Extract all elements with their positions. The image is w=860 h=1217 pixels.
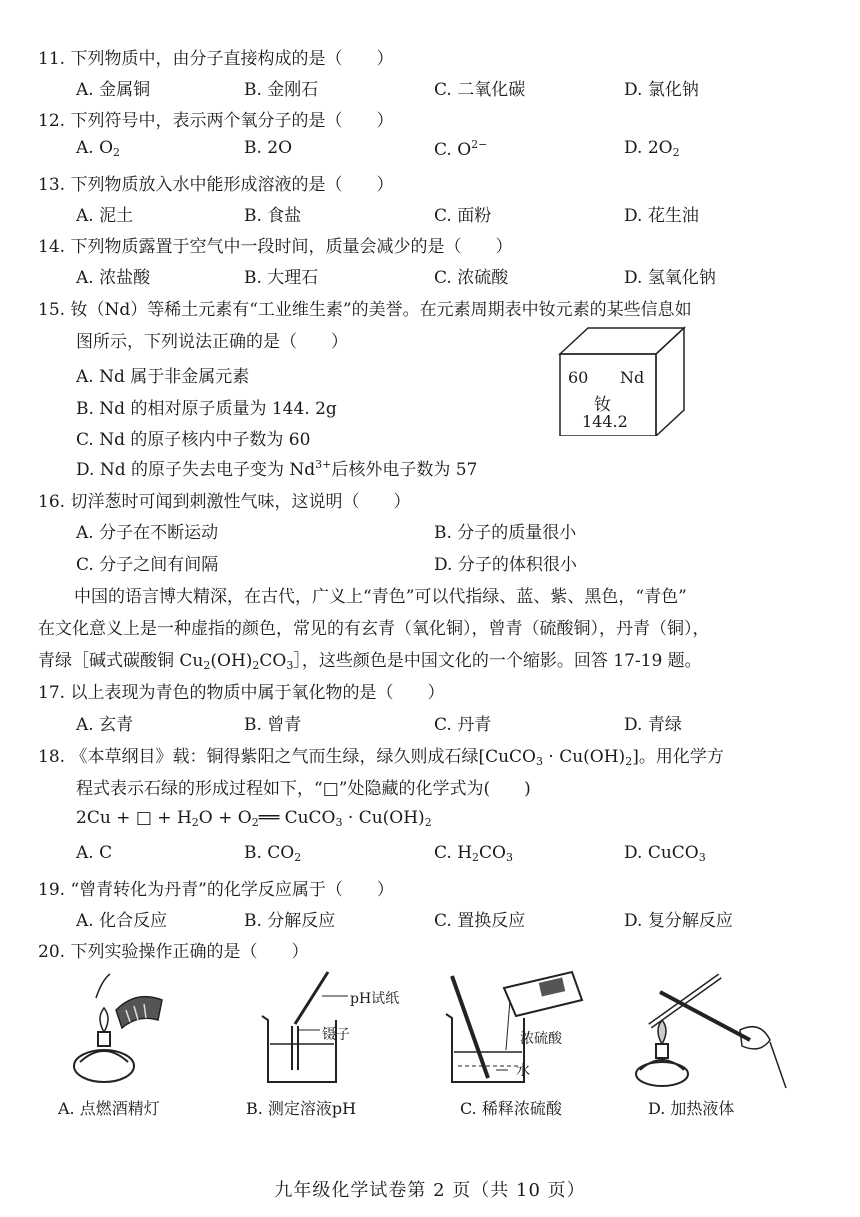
option-a: A. 泥土 bbox=[76, 206, 134, 226]
question-15-option-a: A. Nd 属于非金属元素 bbox=[76, 367, 250, 387]
atomic-number: 60 bbox=[568, 368, 589, 387]
option-c: C. 浓硫酸 bbox=[434, 268, 509, 288]
option-a: A. C bbox=[76, 843, 113, 863]
option-a: A. $O_2$ bbox=[76, 138, 121, 159]
question-11-options bbox=[76, 75, 836, 99]
option-b: B. $CO_2$ bbox=[244, 843, 302, 864]
option-c: C. 二氧化碳 bbox=[434, 80, 526, 100]
figure-a-caption: A. 点燃酒精灯 bbox=[58, 1099, 160, 1118]
label-concentrated-acid: 浓硫酸 bbox=[520, 1031, 562, 1047]
question-18-options bbox=[76, 843, 836, 867]
option-d: D. 氢氧化钠 bbox=[624, 268, 716, 288]
option-d: D. 花生油 bbox=[624, 206, 699, 226]
option-d: D. CuCO$_3$ bbox=[624, 843, 706, 864]
question-15-stem-line2: 图所示，下列说法正确的是（ ） bbox=[76, 332, 348, 352]
option-d: D. 青绿 bbox=[624, 715, 682, 735]
question-15-option-c: C. Nd 的原子核内中子数为 60 bbox=[76, 430, 311, 450]
option-b: B. 大理石 bbox=[244, 268, 319, 288]
question-13-options bbox=[76, 201, 836, 225]
option-c: C. 置换反应 bbox=[434, 911, 526, 931]
question-13-stem: 13. 下列物质放入水中能形成溶液的是（ ） bbox=[38, 175, 394, 195]
question-15-option-d: D. Nd 的原子失去电子变为 $Nd^{3+}$后核外电子数为 57 bbox=[76, 458, 478, 480]
question-12-options bbox=[76, 138, 836, 162]
figure-a-alcohol-lamp bbox=[66, 970, 176, 1095]
passage-line-1: 中国的语言博大精深，在古代，广义上“青色”可以代指绿、蓝、紫、黑色，“青色” bbox=[74, 587, 687, 607]
question-18-equation: 2Cu + □ + $H_2O$ + $O_2══$ CuCO$_3$ · $Cu(OH)_2$ bbox=[76, 808, 432, 829]
option-b: B. 2O bbox=[244, 138, 293, 158]
option-d: D. $2O_2$ bbox=[624, 138, 680, 159]
question-18-stem-line2: 程式表示石绿的形成过程如下，“□”处隐藏的化学式为( ) bbox=[76, 779, 531, 799]
figure-d-caption: D. 加热液体 bbox=[648, 1099, 735, 1118]
question-19-options bbox=[76, 906, 836, 930]
option-a: A. 浓盐酸 bbox=[76, 268, 151, 288]
option-d: D. 复分解反应 bbox=[624, 911, 733, 931]
question-14-options bbox=[76, 263, 836, 287]
option-c: C. 丹青 bbox=[434, 715, 492, 735]
option-b: B. 金刚石 bbox=[244, 80, 319, 100]
option-a: A. 化合反应 bbox=[76, 911, 168, 931]
element-symbol: Nd bbox=[620, 368, 645, 387]
alcohol-lamp-lighting-icon bbox=[66, 970, 176, 1090]
option-d: D. 分子的体积很小 bbox=[434, 555, 577, 575]
figure-c-dilute-acid bbox=[444, 970, 604, 1095]
question-11-stem: 11. 下列物质中，由分子直接构成的是（ ） bbox=[38, 49, 394, 69]
passage-line-2: 在文化意义上是一种虚指的颜色，常见的有玄青（氧化铜），曾青（硫酸铜），丹青（铜）， bbox=[38, 619, 710, 639]
question-17-stem: 17. 以上表现为青色的物质中属于氧化物的是（ ） bbox=[38, 683, 445, 703]
element-cell-figure bbox=[558, 326, 686, 436]
label-water: 水 bbox=[516, 1063, 530, 1079]
question-14-stem: 14. 下列物质露置于空气中一段时间，质量会减少的是（ ） bbox=[38, 237, 513, 257]
question-15-option-b: B. Nd 的相对原子质量为 144. 2g bbox=[76, 399, 337, 419]
atomic-mass: 144.2 bbox=[582, 412, 628, 431]
figure-c-caption: C. 稀释浓硫酸 bbox=[460, 1099, 562, 1118]
figure-d-heat-liquid bbox=[630, 970, 790, 1095]
figure-b-measure-ph bbox=[258, 970, 408, 1095]
option-b: B. 分解反应 bbox=[244, 911, 336, 931]
question-17-options bbox=[76, 710, 836, 734]
option-d: D. 氯化钠 bbox=[624, 80, 699, 100]
label-tweezers: 镊子 bbox=[322, 1027, 350, 1043]
option-a: A. 玄青 bbox=[76, 715, 134, 735]
label-ph-paper: pH试纸 bbox=[350, 991, 400, 1007]
question-19-stem: 19. “曾青转化为丹青”的化学反应属于（ ） bbox=[38, 880, 394, 900]
question-18-stem-line1: 18. 《本草纲目》载：铜得紫阳之气而生绿，绿久则成石绿[CuCO$_3$ · $Cu(OH)_2$]。用化学方 bbox=[38, 747, 724, 768]
option-c: C. 分子之间有间隔 bbox=[76, 555, 219, 575]
question-16-options-row1 bbox=[76, 518, 836, 542]
option-c: C. 面粉 bbox=[434, 206, 492, 226]
passage-line-3: 青绿［碱式碳酸铜 $Cu_2(OH)_2CO_3]$，这些颜色是中国文化的一个缩影。回答 17-19 题。 bbox=[38, 651, 702, 672]
option-a: A. 分子在不断运动 bbox=[76, 523, 219, 543]
option-b: B. 食盐 bbox=[244, 206, 302, 226]
option-b: B. 分子的质量很小 bbox=[434, 523, 577, 543]
question-15-stem-line1: 15. 钕（Nd）等稀土元素有“工业维生素”的美誉。在元素周期表中钕元素的某些信息如 bbox=[38, 300, 692, 320]
element-name: 钕 bbox=[594, 395, 611, 415]
option-c: C. $H_2CO_3$ bbox=[434, 843, 513, 864]
question-20-stem: 20. 下列实验操作正确的是（ ） bbox=[38, 942, 309, 962]
question-16-options-row2 bbox=[76, 550, 836, 574]
option-a: A. 金属铜 bbox=[76, 80, 151, 100]
question-12-stem: 12. 下列符号中，表示两个氧分子的是（ ） bbox=[38, 111, 394, 131]
figure-b-caption: B. 测定溶液pH bbox=[246, 1099, 357, 1118]
option-c: C. $O^{2-}$ bbox=[434, 138, 488, 160]
option-b: B. 曾青 bbox=[244, 715, 302, 735]
test-tube-heating-icon bbox=[630, 970, 790, 1090]
question-16-stem: 16. 切洋葱时可闻到刺激性气味，这说明（ ） bbox=[38, 492, 411, 512]
page-footer: 九年级化学试卷第 2 页（共 10 页） bbox=[274, 1180, 586, 1201]
